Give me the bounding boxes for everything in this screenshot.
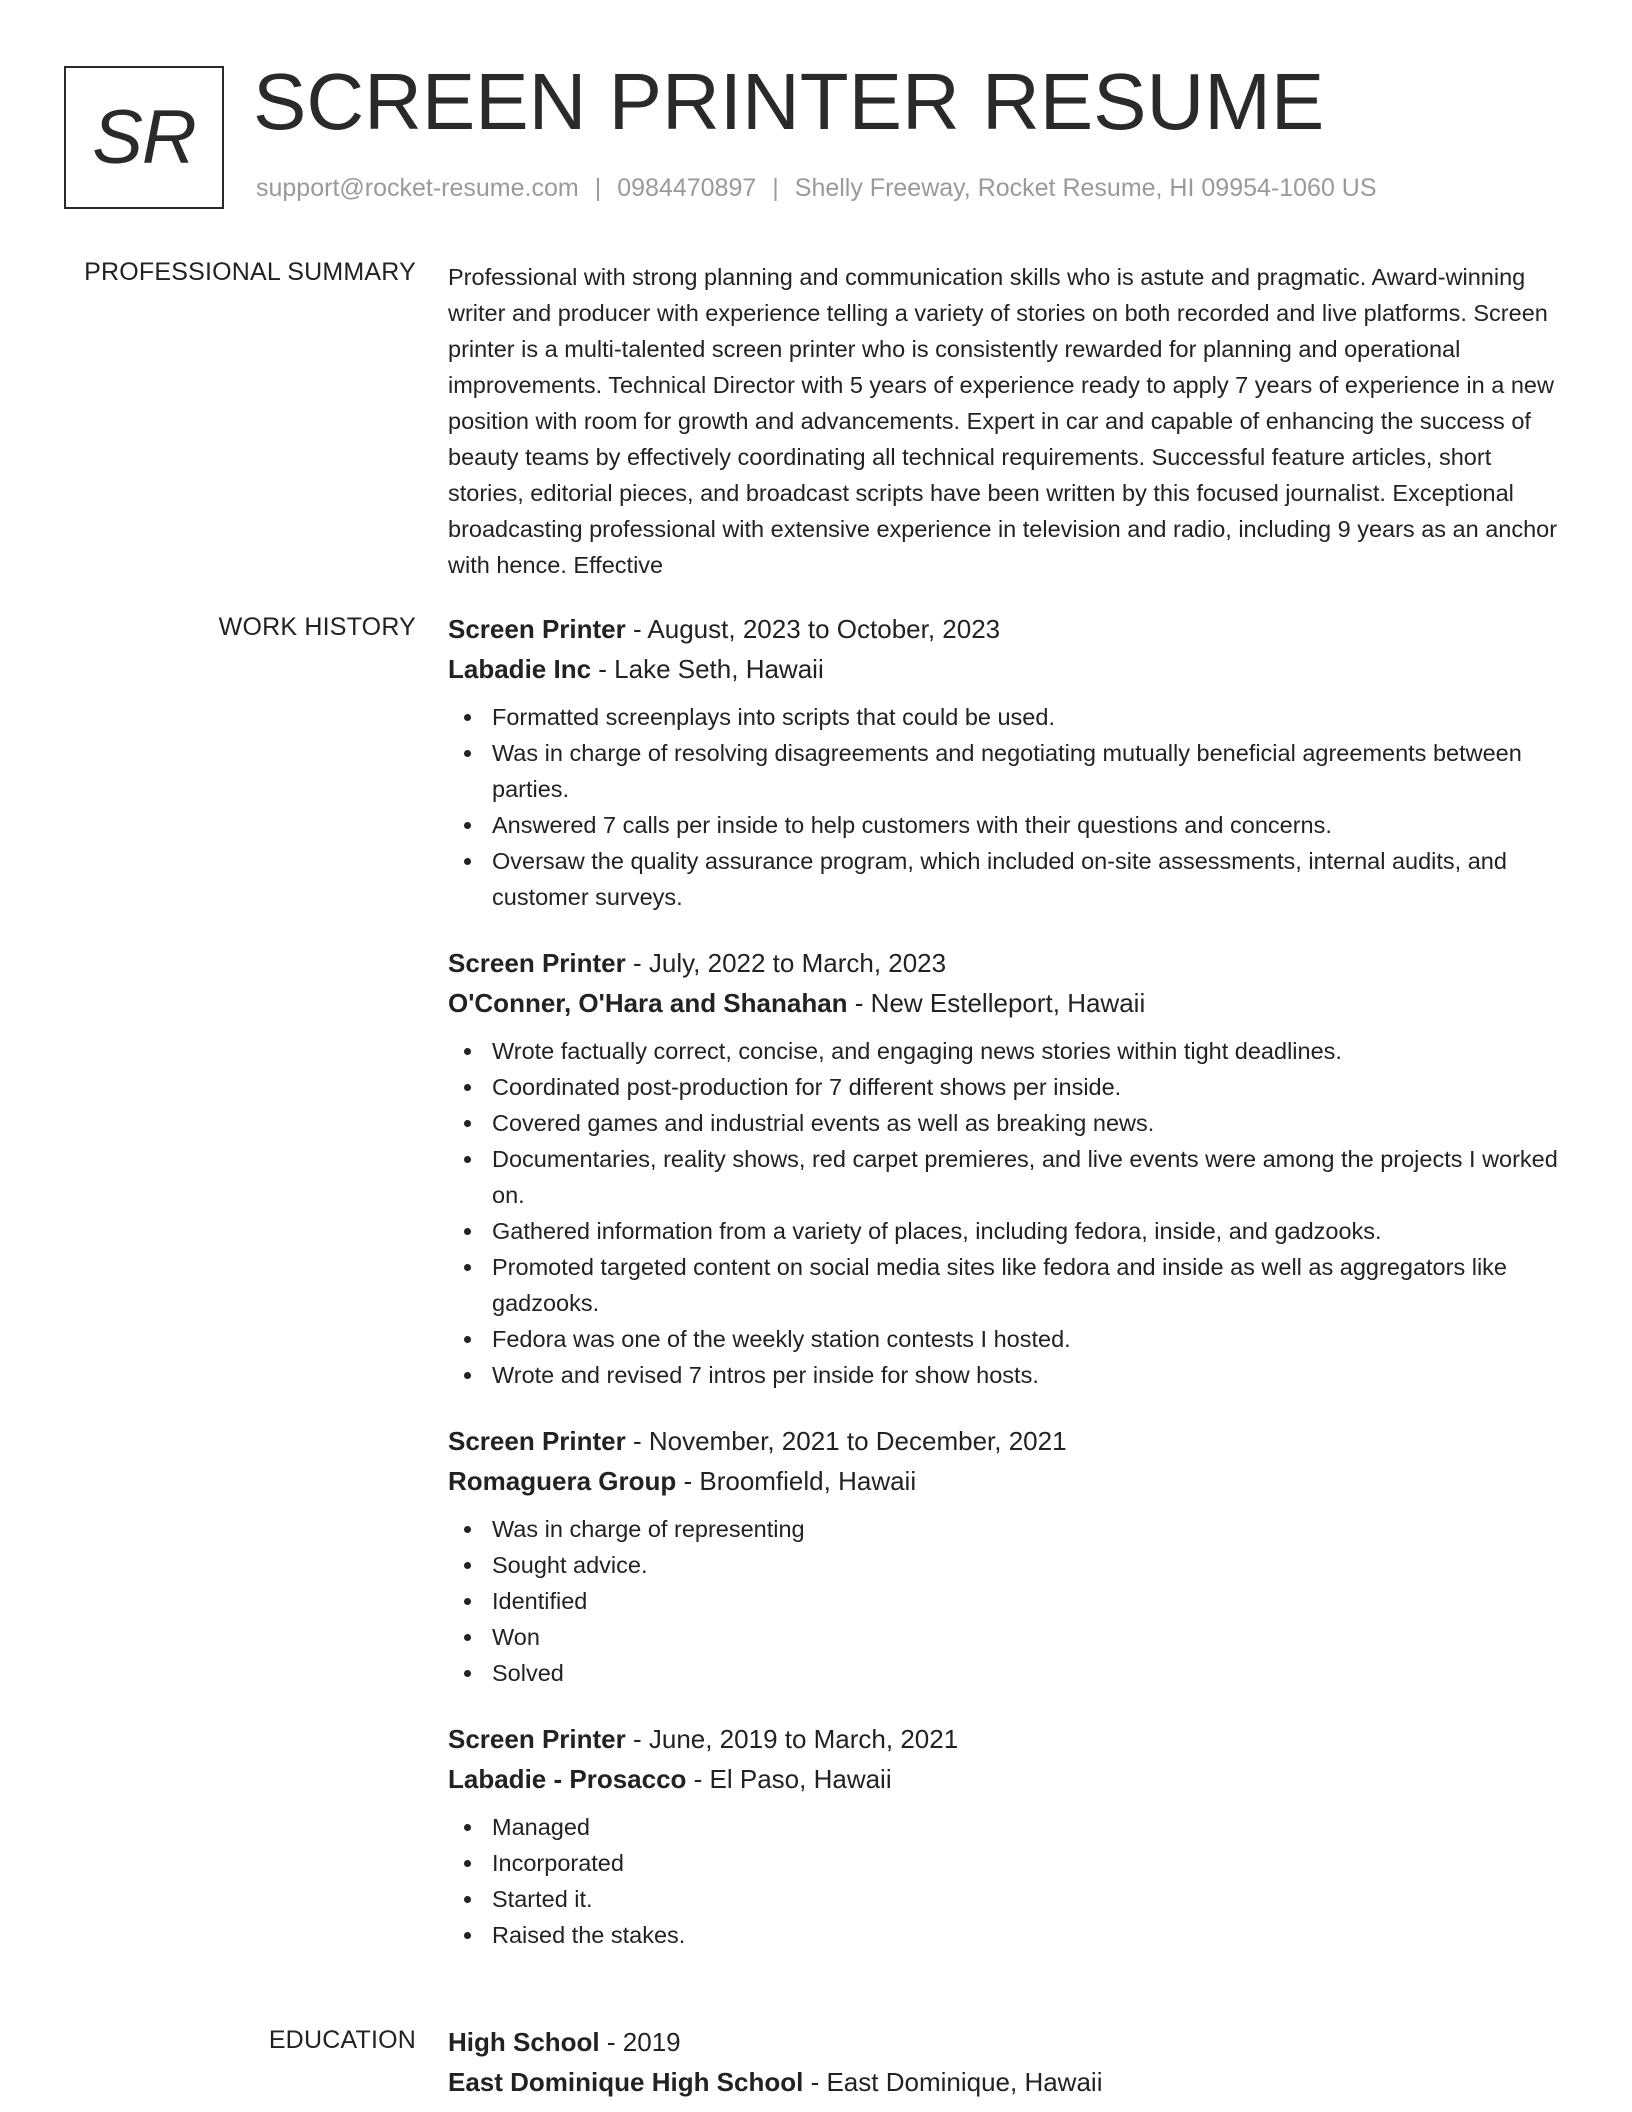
job-location: - El Paso, Hawaii	[686, 1764, 892, 1794]
job-company-line	[448, 649, 1572, 689]
job-bullet: Won	[448, 1619, 1572, 1655]
job-bullet: Fedora was one of the weekly station contests I hosted.	[448, 1321, 1572, 1357]
job-title: Screen Printer	[448, 614, 626, 644]
job-company: Labadie Inc	[448, 654, 592, 684]
job-entry	[448, 609, 1572, 915]
job-bullet: Incorporated	[448, 1845, 1572, 1881]
job-bullet: Oversaw the quality assurance program, which included on-site assessments, internal audits, and customer surveys.	[448, 843, 1572, 915]
job-company: O'Conner, O'Hara and Shanahan	[448, 988, 848, 1018]
job-title: Screen Printer	[448, 1724, 626, 1754]
job-title-line	[448, 609, 1572, 649]
job-bullet: Wrote factually correct, concise, and engaging news stories within tight deadlines.	[448, 1033, 1572, 1069]
job-bullet: Answered 7 calls per inside to help customers with their questions and concerns.	[448, 807, 1572, 843]
job-dates: - August, 2023 to October, 2023	[625, 614, 1001, 644]
job-bullet: Started it.	[448, 1881, 1572, 1917]
job-title-line	[448, 1421, 1572, 1461]
job-company-line	[448, 983, 1572, 1023]
job-bullet: Documentaries, reality shows, red carpet premieres, and live events were among the projects I worked on.	[448, 1141, 1572, 1213]
summary-text: Professional with strong planning and communication skills who is astute and pragmatic. Award-winning writer and producer with experience telling a variety of stories on both recorded and live platforms. Screen printer is a multi-talented screen printer who is consistently rewarded for planning and operational improvements. Technical Director with 5 years of experience ready to apply 7 years of experience in a new position with room for growth and advancements. Expert in car and capable of enhancing the success of beauty teams by effectively coordinating all technical requirements. Successful feature articles, short stories, editorial pieces, and broadcast scripts have been written by this focused journalist. Exceptional broadcasting professional with extensive experience in television and radio, including 9 years as an anchor with hence. Effective	[448, 264, 1558, 578]
job-dates: - June, 2019 to March, 2021	[625, 1724, 959, 1754]
job-bullet: Sought advice.	[448, 1547, 1572, 1583]
education-degree-line	[448, 2022, 1572, 2062]
education-year: - 2019	[599, 2027, 681, 2057]
job-bullet: Solved	[448, 1655, 1572, 1691]
job-bullet: Was in charge of resolving disagreements and negotiating mutually beneficial agreements between parties.	[448, 735, 1572, 807]
job-title: Screen Printer	[448, 948, 626, 978]
contact-phone[interactable]: 0984470897	[617, 174, 757, 202]
job-dates: - July, 2022 to March, 2023	[625, 948, 947, 978]
education-school-line	[448, 2062, 1572, 2102]
job-dates: - November, 2021 to December, 2021	[625, 1426, 1067, 1456]
job-entry	[448, 1719, 1572, 1953]
job-entry	[448, 943, 1572, 1393]
section-label-education: EDUCATION	[268, 2026, 416, 2054]
job-bullet: Identified	[448, 1583, 1572, 1619]
education-school: East Dominique High School	[448, 2067, 804, 2097]
job-bullet: Managed	[448, 1809, 1572, 1845]
job-location: - Broomfield, Hawaii	[676, 1466, 917, 1496]
job-entry	[448, 1421, 1572, 1691]
job-title: Screen Printer	[448, 1426, 626, 1456]
job-bullet-list	[448, 1809, 1572, 1953]
contact-separator: |	[772, 174, 779, 202]
job-company-line	[448, 1759, 1572, 1799]
contact-separator: |	[594, 174, 602, 202]
job-bullet: Coordinated post-production for 7 different shows per inside.	[448, 1069, 1572, 1105]
contact-line	[256, 174, 1377, 203]
contact-address: Shelly Freeway, Rocket Resume, HI 09954-1060 US	[794, 174, 1377, 202]
job-bullet: Was in charge of representing	[448, 1511, 1572, 1547]
job-bullet-list	[448, 1033, 1572, 1393]
education-location: - East Dominique, Hawaii	[803, 2067, 1103, 2097]
section-label-work-history: WORK HISTORY	[218, 613, 416, 641]
job-title-line	[448, 1719, 1572, 1759]
job-company: Labadie - Prosacco	[448, 1764, 687, 1794]
job-bullet: Covered games and industrial events as well as breaking news.	[448, 1105, 1572, 1141]
job-bullet: Raised the stakes.	[448, 1917, 1572, 1953]
job-bullet: Gathered information from a variety of places, including fedora, inside, and gadzooks.	[448, 1213, 1572, 1249]
job-company: Romaguera Group	[448, 1466, 677, 1496]
page-title: SCREEN PRINTER RESUME	[253, 57, 1325, 146]
section-label-summary: PROFESSIONAL SUMMARY	[84, 258, 416, 286]
monogram-initials: SR	[92, 95, 196, 180]
job-company-line	[448, 1461, 1572, 1501]
job-bullet: Wrote and revised 7 intros per inside for show hosts.	[448, 1357, 1572, 1393]
contact-email[interactable]: support@rocket-resume.com	[256, 174, 579, 202]
job-bullet: Promoted targeted content on social media sites like fedora and inside as well as aggregators like gadzooks.	[448, 1249, 1572, 1321]
job-bullet-list	[448, 699, 1572, 915]
job-bullet-list	[448, 1511, 1572, 1691]
job-bullet: Formatted screenplays into scripts that could be used.	[448, 699, 1572, 735]
education-degree: High School	[448, 2027, 600, 2057]
job-location: - New Estelleport, Hawaii	[847, 988, 1146, 1018]
job-title-line	[448, 943, 1572, 983]
monogram-box	[64, 66, 224, 209]
job-location: - Lake Seth, Hawaii	[591, 654, 824, 684]
